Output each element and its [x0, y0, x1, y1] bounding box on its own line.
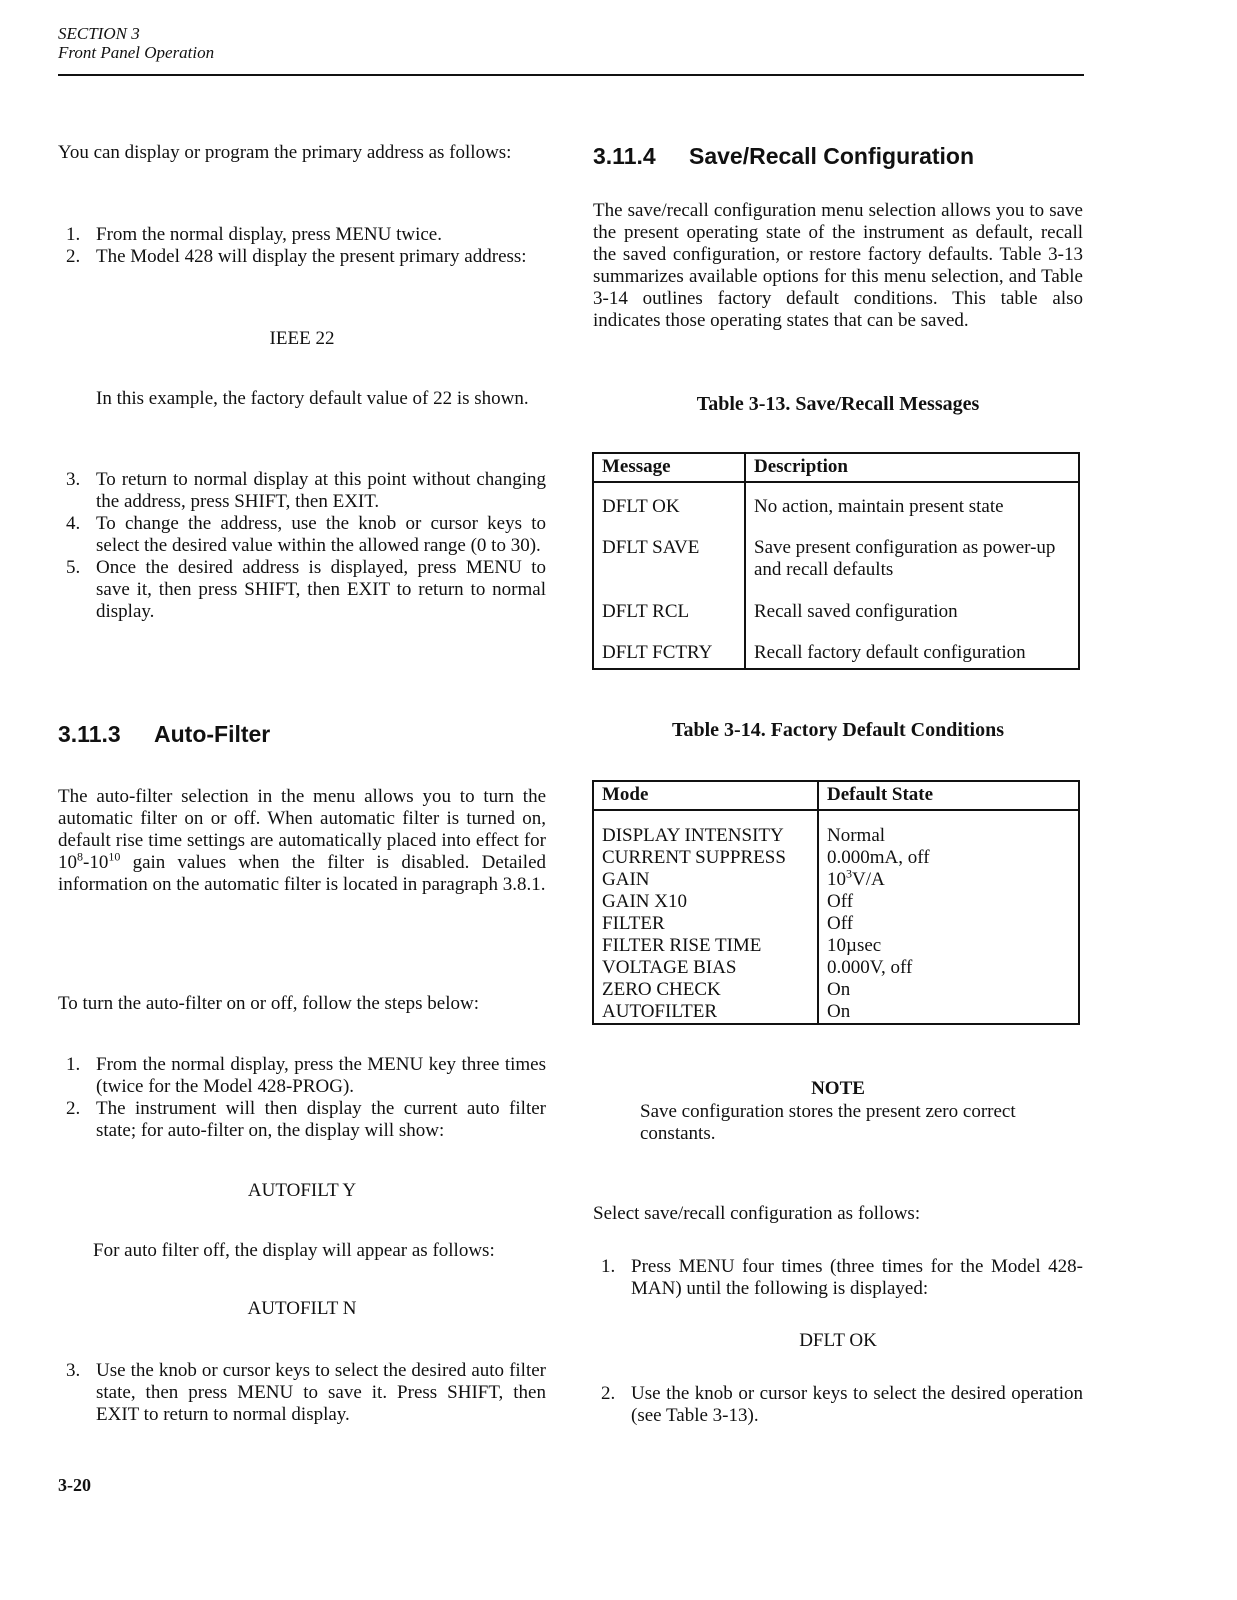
list-item: 5. Once the desired address is displayed, press MENU to save it, then press SHIFT, then EXIT to return to normal display.: [66, 557, 546, 622]
table-row: [593, 957, 1079, 979]
list-item: 1. From the normal display, press MENU twice.: [66, 224, 442, 245]
description-cell: Recall factory default configuration: [754, 642, 1026, 663]
table-row: [593, 913, 1079, 935]
mode-cell: AUTOFILTER: [593, 1001, 818, 1024]
list-item: 2. Use the knob or cursor keys to select the desired operation (see Table 3-13).: [601, 1383, 1083, 1426]
auto-filter-off-note: For auto filter off, the display will appear as follows:: [93, 1240, 495, 1261]
mode-cell: GAIN X10: [593, 891, 818, 913]
table-row: [593, 979, 1079, 1001]
default-state-cell: 0.000V, off: [827, 957, 913, 978]
note-title: NOTE: [811, 1078, 865, 1099]
mode-cell: ZERO CHECK: [593, 979, 818, 1001]
default-state-cell: Off: [827, 891, 854, 912]
mode-cell: VOLTAGE BIAS: [593, 957, 818, 979]
display-readout-autofilt-n: AUTOFILT N: [247, 1298, 357, 1319]
section-label: SECTION 3: [58, 24, 140, 43]
table-row: [593, 525, 1079, 591]
default-state-cell: Normal: [827, 825, 886, 846]
example-note: In this example, the factory default value of 22 is shown.: [96, 388, 529, 409]
list-item: 2. The Model 428 will display the present primary address:: [66, 246, 527, 267]
list-item: 1. Press MENU four times (three times for the Model 428-MAN) until the following is displayed:: [601, 1256, 1083, 1299]
mode-cell: GAIN: [593, 869, 818, 891]
list-item: 2. The instrument will then display the current auto filter state; for auto-filter on, the display will show:: [66, 1098, 546, 1141]
intro-paragraph: You can display or program the primary address as follows:: [58, 142, 512, 163]
table-row: [593, 1001, 1079, 1024]
table-row: [593, 869, 1079, 891]
display-readout-autofilt-y: AUTOFILT Y: [247, 1180, 357, 1201]
auto-filter-steps-a: [58, 1054, 546, 1142]
description-cell: No action, maintain present state: [754, 496, 1004, 517]
display-readout-ieee: IEEE 22: [269, 328, 335, 349]
table-header-row: [593, 453, 1079, 482]
save-recall-steps-a: [593, 1256, 1083, 1300]
address-steps-a: [58, 224, 546, 268]
heading-number: 3.11.3: [58, 721, 121, 747]
section-subtitle: Front Panel Operation: [58, 43, 215, 62]
table-row: [593, 847, 1079, 869]
default-state-cell: On: [827, 1001, 851, 1022]
table-3-14: [592, 780, 1080, 1025]
list-item: 4. To change the address, use the knob or cursor keys to select the desired value within the allowed range (0 to 30).: [66, 513, 546, 556]
heading-title: Save/Recall Configuration: [689, 143, 975, 169]
note-text: Save configuration stores the present zero correct constants.: [640, 1101, 1016, 1144]
default-state-cell: Off: [827, 913, 854, 934]
table-row: [593, 635, 1079, 669]
save-recall-steps-b: [593, 1383, 1083, 1427]
column-header: Description: [745, 453, 1079, 482]
message-cell: DFLT RCL: [593, 591, 745, 635]
mode-cell: FILTER RISE TIME: [593, 935, 818, 957]
mode-cell: DISPLAY INTENSITY: [593, 810, 818, 847]
table-header-row: [593, 781, 1079, 810]
list-item: 3. To return to normal display at this point without changing the address, press SHIFT, then EXIT.: [66, 469, 546, 512]
page-number: 3-20: [58, 1475, 91, 1495]
table-3-14-caption: Table 3-14. Factory Default Conditions: [671, 719, 1005, 741]
heading-save-recall: [593, 143, 1083, 169]
message-cell: DFLT SAVE: [593, 525, 745, 591]
display-readout-dflt-ok: DFLT OK: [799, 1330, 877, 1351]
table-row: [593, 482, 1079, 525]
default-state-cell: $10^3V/A$: [827, 866, 885, 890]
list-item: 1. From the normal display, press the MENU key three times (twice for the Model 428-PROG).: [66, 1054, 546, 1097]
mode-cell: CURRENT SUPPRESS: [593, 847, 818, 869]
description-cell: Save present configuration as power-up and recall defaults: [754, 537, 1056, 580]
select-intro: Select save/recall configuration as follows:: [593, 1203, 921, 1224]
column-header: Message: [593, 453, 745, 482]
default-state-cell: On: [827, 979, 851, 1000]
heading-auto-filter: [58, 721, 546, 747]
column-header: Default State: [818, 781, 1079, 810]
table-row: [593, 591, 1079, 635]
address-steps-b: [58, 469, 546, 623]
message-cell: DFLT OK: [593, 482, 745, 525]
list-item: 3. Use the knob or cursor keys to select the desired auto filter state, then press MENU to save it. Press SHIFT, then EXIT to return to normal display.: [66, 1360, 546, 1425]
column-header: Mode: [593, 781, 818, 810]
auto-filter-paragraph: The auto-filter selection in the menu allows you to turn the automatic filter on or off. When automatic filter is turned on, default rise time settings are automatically placed into effect for $10^8-10^{10}$ gain values when the filter is disabled. Detailed information on the automatic filter is located in paragraph 3.8.1.: [58, 786, 546, 895]
message-cell: DFLT FCTRY: [593, 635, 745, 669]
heading-title: Auto-Filter: [154, 721, 271, 747]
auto-filter-steps-b: [58, 1360, 546, 1426]
header-rule: [58, 74, 1084, 76]
table-row: [593, 935, 1079, 957]
table-3-13-caption: Table 3-13. Save/Recall Messages: [696, 393, 980, 415]
heading-number: 3.11.4: [593, 143, 656, 169]
default-state-cell: 0.000mA, off: [827, 847, 930, 868]
auto-filter-steps-intro: To turn the auto-filter on or off, follow the steps below:: [58, 993, 479, 1014]
table-row: [593, 810, 1079, 847]
description-cell: Recall saved configuration: [754, 601, 958, 622]
table-row: [593, 891, 1079, 913]
save-recall-paragraph: The save/recall configuration menu selection allows you to save the present operating state of the instrument as default, recall the saved configuration, or restore factory defaults. Table 3-13 summarizes available options for this menu selection, and Table 3-14 outlines factory default conditions. This table also indicates those operating states that can be saved.: [593, 200, 1083, 331]
mode-cell: FILTER: [593, 913, 818, 935]
table-3-13: [592, 452, 1080, 670]
default-state-cell: 10µsec: [827, 935, 882, 956]
